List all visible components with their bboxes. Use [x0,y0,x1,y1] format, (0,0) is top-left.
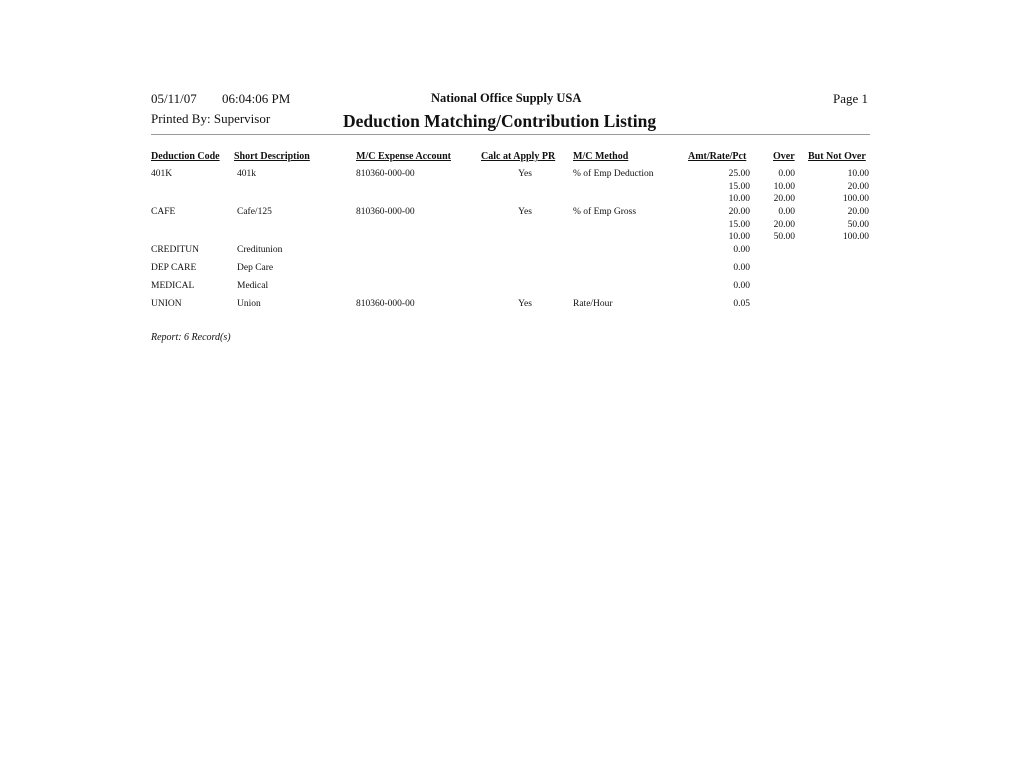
amt-rate-pct-cell: 0.05 [733,299,750,309]
col-header-short-description: Short Description [234,151,310,162]
over-cell: 0.00 [778,169,795,179]
report-time: 06:04:06 PM [222,91,291,106]
page-number: Page 1 [833,91,869,106]
calc-at-apply-cell: Yes [518,299,532,309]
amt-rate-pct-cell: 25.00 [728,169,750,179]
short-description-cell: Creditunion [237,245,283,255]
over-cell: 50.00 [773,232,795,242]
col-header-amt-rate-pct: Amt/Rate/Pct [688,151,747,162]
col-header-expense-account: M/C Expense Account [356,151,451,162]
short-description-cell: 401k [237,169,256,179]
amt-rate-pct-cell: 0.00 [733,263,750,273]
short-description-cell: Dep Care [237,263,274,273]
col-header-but-not-over: But Not Over [808,151,866,162]
amt-rate-pct-cell: 0.00 [733,245,750,255]
amt-rate-pct-cell: 20.00 [728,207,750,217]
deduction-code-cell: 401K [151,169,173,179]
calc-at-apply-cell: Yes [518,207,532,217]
header-divider [151,134,870,135]
but-not-over-cell: 100.00 [842,194,869,204]
expense-account-cell: 810360-000-00 [356,169,415,179]
method-cell: % of Emp Deduction [573,169,654,179]
short-description-cell: Medical [237,281,269,291]
but-not-over-cell: 20.00 [847,181,869,192]
deduction-code-cell: UNION [151,299,182,309]
short-description-cell: Cafe/125 [237,207,272,217]
report-title: Deduction Matching/Contribution Listing [343,111,657,131]
amt-rate-pct-cell: 0.00 [733,281,750,291]
printed-by: Printed By: Supervisor [151,111,271,126]
company-name: National Office Supply USA [431,91,582,105]
amt-rate-pct-cell: 15.00 [728,219,750,230]
record-count: Report: 6 Record(s) [151,332,231,343]
amt-rate-pct-cell: 15.00 [728,181,750,192]
col-header-calc-at-apply: Calc at Apply PR [481,151,556,162]
but-not-over-cell: 10.00 [847,169,869,179]
but-not-over-cell: 20.00 [847,207,869,217]
method-cell: Rate/Hour [573,299,613,309]
deduction-code-cell: DEP CARE [151,263,197,273]
amt-rate-pct-cell: 10.00 [728,194,750,204]
calc-at-apply-cell: Yes [518,169,532,179]
expense-account-cell: 810360-000-00 [356,207,415,217]
deduction-code-cell: MEDICAL [151,281,195,291]
expense-account-cell: 810360-000-00 [356,299,415,309]
col-header-over: Over [773,151,795,162]
but-not-over-cell: 50.00 [847,219,869,230]
deduction-code-cell: CAFE [151,207,176,217]
but-not-over-cell: 100.00 [842,232,869,242]
over-cell: 20.00 [773,219,795,230]
amt-rate-pct-cell: 10.00 [728,232,750,242]
deduction-code-cell: CREDITUN [151,245,200,255]
over-cell: 20.00 [773,194,795,204]
over-cell: 10.00 [773,181,795,192]
over-cell: 0.00 [778,207,795,217]
short-description-cell: Union [237,299,261,309]
col-header-deduction-code: Deduction Code [151,151,220,162]
method-cell: % of Emp Gross [573,207,637,217]
col-header-method: M/C Method [573,151,629,162]
report-date: 05/11/07 [151,91,197,106]
